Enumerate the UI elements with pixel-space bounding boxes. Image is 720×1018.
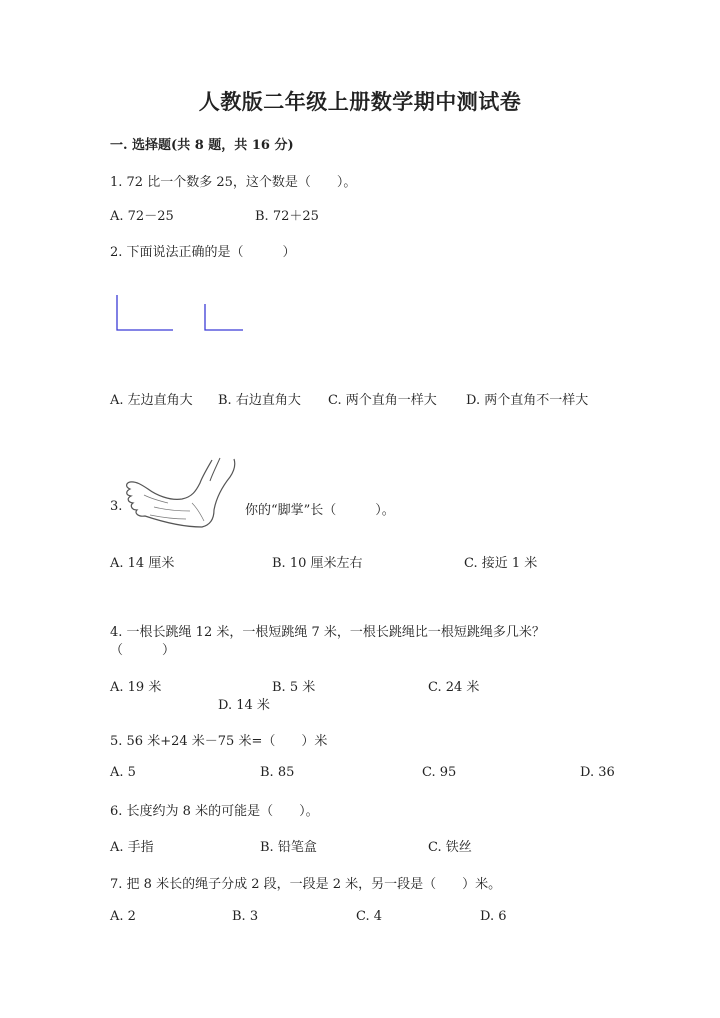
question-4-option-c[interactable]: C. 24 米 — [428, 680, 480, 695]
question-7-stem: 7. 把 8 米长的绳子分成 2 段，一段是 2 米，另一段是（ ）米。 — [110, 877, 502, 892]
question-4-stem: 4. 一根长跳绳 12 米，一根短跳绳 7 米，一根长跳绳比一根短跳绳多几米？ — [110, 625, 545, 640]
question-4-stem-line2: （ ） — [110, 643, 176, 658]
question-2-option-a[interactable]: A. 左边直角大 — [110, 393, 193, 408]
question-2-option-c[interactable]: C. 两个直角一样大 — [328, 393, 437, 408]
right-angles-figure — [112, 292, 248, 334]
question-5-option-d[interactable]: D. 36 — [580, 765, 615, 780]
question-5-option-b[interactable]: B. 85 — [260, 765, 295, 780]
question-5-stem: 5. 56 米+24 米－75 米=（ ）米 — [110, 734, 328, 749]
left-right-angle — [117, 295, 173, 330]
question-7-option-d[interactable]: D. 6 — [480, 909, 507, 924]
question-2-stem: 2. 下面说法正确的是（ ） — [110, 245, 296, 260]
page-title: 人教版二年级上册数学期中测试卷 — [198, 89, 522, 114]
question-3-option-a[interactable]: A. 14 厘米 — [110, 556, 175, 571]
question-2-option-b[interactable]: B. 右边直角大 — [218, 393, 301, 408]
section-heading: 一. 选择题(共 8 题，共 16 分) — [110, 138, 294, 153]
question-4-option-b[interactable]: B. 5 米 — [272, 680, 316, 695]
question-6-option-c[interactable]: C. 铁丝 — [428, 840, 472, 855]
question-4-option-d[interactable]: D. 14 米 — [218, 698, 270, 713]
question-5-option-c[interactable]: C. 95 — [422, 765, 457, 780]
question-7-option-a[interactable]: A. 2 — [110, 909, 136, 924]
question-2-option-d[interactable]: D. 两个直角不一样大 — [466, 393, 589, 408]
question-6-option-a[interactable]: A. 手指 — [110, 840, 154, 855]
question-1-stem: 1. 72 比一个数多 25，这个数是（ ）。 — [110, 175, 357, 190]
right-right-angle — [205, 304, 243, 330]
question-7-option-c[interactable]: C. 4 — [356, 909, 383, 924]
question-1-option-a[interactable]: A. 72－25 — [110, 209, 174, 224]
question-6-option-b[interactable]: B. 铅笔盒 — [260, 840, 317, 855]
question-3-number: 3. — [110, 499, 123, 514]
question-6-stem: 6. 长度约为 8 米的可能是（ ）。 — [110, 804, 319, 819]
question-7-option-b[interactable]: B. 3 — [232, 909, 259, 924]
foot-sketch-image — [120, 455, 242, 535]
question-4-option-a[interactable]: A. 19 米 — [110, 680, 162, 695]
question-1-option-b[interactable]: B. 72＋25 — [255, 209, 319, 224]
question-3-option-b[interactable]: B. 10 厘米左右 — [272, 556, 363, 571]
question-3-stem: 你的“脚掌”长（ ）。 — [245, 503, 395, 518]
question-3-option-c[interactable]: C. 接近 1 米 — [464, 556, 538, 571]
question-5-option-a[interactable]: A. 5 — [110, 765, 136, 780]
